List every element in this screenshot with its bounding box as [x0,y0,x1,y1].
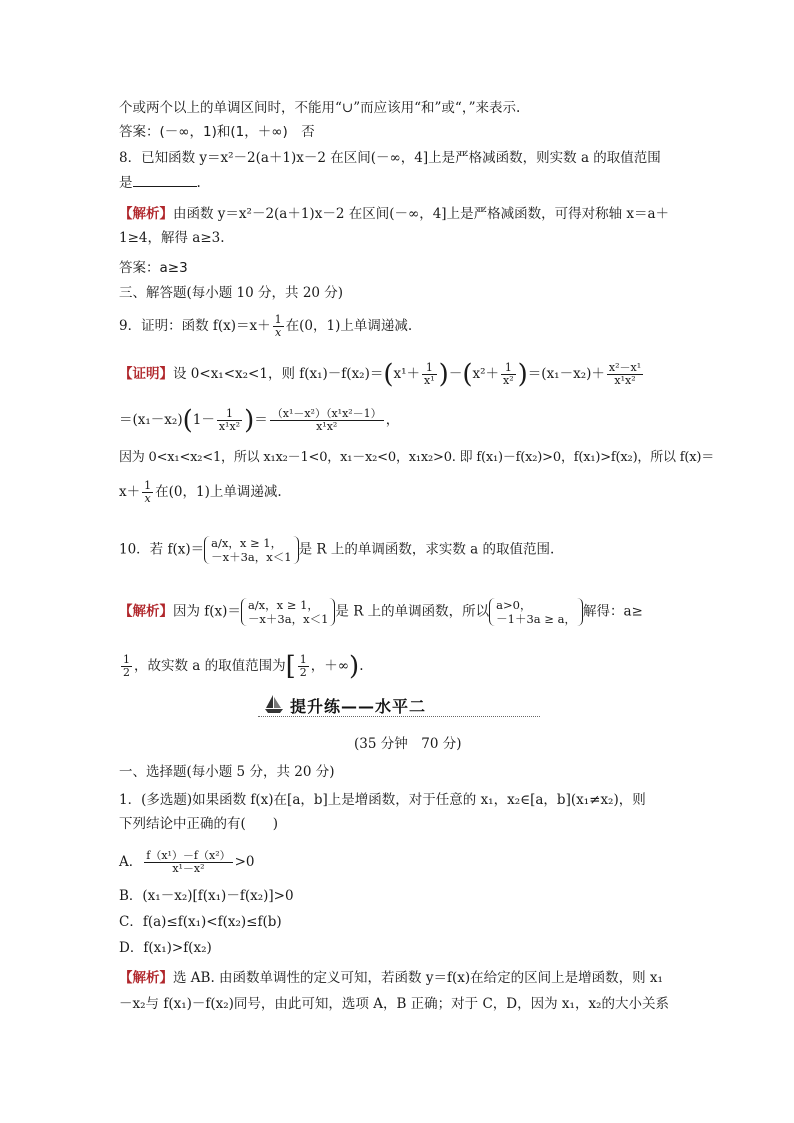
denominator: x¹－x² [172,862,205,875]
option-a [119,850,255,875]
text: . [196,175,201,191]
text: 在(0，1)上单调递减. [285,318,413,334]
option-b: B．(x₁－x₂)[f(x₁)－f(x₂)]>0 [119,888,294,904]
denominator: x¹ [424,374,435,387]
question-8-cont [119,172,201,193]
paren: ) [438,359,449,390]
denominator: x¹x² [316,420,338,433]
text: >0 [234,854,255,870]
section-heading: 三、解答题(每小题 10 分，共 20 分) [119,285,344,301]
paren: ) [517,359,528,390]
banner-title: 提升练——水平二 [290,697,427,716]
analysis-tag: 【解析】 [119,603,173,620]
text: 9．证明：函数 f(x)＝x＋ [119,318,271,334]
analysis-10 [119,598,643,626]
case-line: a>0， [496,598,532,612]
sailboat-icon [264,694,284,714]
text: ，＋∞ [310,658,350,674]
text: 因为 f(x)＝ [173,603,241,620]
numerator: f（x¹）－f（x²） [146,849,231,862]
question-8: 8．已知函数 y＝x²－2(a＋1)x－2 在区间(－∞，4]上是严格减函数，则实数 a 的取值范围 [119,150,661,166]
text: 是 [119,175,133,191]
answer-line: 答案：a≥3 [119,260,188,276]
analysis-8 [119,204,669,224]
numerator: 1 [422,362,437,375]
fraction [217,408,242,433]
text: 1－ [192,412,215,428]
option-letter: A． [119,854,143,870]
text: ，故实数 a 的取值范围为 [134,658,286,674]
paren: ( [462,359,473,390]
text: ， [385,412,400,428]
case-line: －1＋3a ≥ a， [496,612,576,626]
question-9 [119,314,412,339]
analysis-8-cont: 1≥4，解得 a≥3. [119,230,225,246]
paren: ( [182,405,193,436]
case-line: a/x，x ≥ 1， [247,598,319,612]
text: ＝(x₁－x₂) [119,412,183,428]
denominator: x¹x² [218,420,241,433]
proof-line-1 [119,359,645,390]
mc-question-1: 1．(多选题)如果函数 f(x)在[a，b]上是增函数，对于任意的 x₁，x₂∈[a，b](x₁≠x₂)，则 [119,792,646,808]
proof-line-3: 因为 0<x₁<x₂<1，所以 x₁x₂－1<0，x₁－x₂<0，x₁x₂>0. 即 f(x₁)－f(x₂)>0，f(x₁)>f(x₂)，所以 f(x)＝ [119,450,715,465]
numerator: 1 [123,653,130,666]
analysis-tag: 【解析】 [119,970,173,986]
mc-question-1-cont: 下列结论中正确的有( ) [119,816,279,832]
denominator: x² [503,374,514,387]
text: 选 AB. 由函数单调性的定义可知，若函数 y＝f(x)在给定的区间上是增函数，则 x₁ [173,970,663,986]
text: 设 0<x₁<x₂<1，则 f(x₁)－f(x₂)＝ [173,366,384,382]
paren: [ [285,651,296,682]
text: 是 R 上的单调函数，所以 [335,603,490,620]
text: ＝(x₁－x₂)＋ [527,366,605,382]
text: － [448,366,463,382]
answer-line: 答案：(－∞，1)和(1，＋∞) 否 [119,124,315,140]
section-heading: 一、选择题(每小题 5 分，共 20 分) [119,764,335,780]
text: 是 R 上的单调函数，求实数 a 的取值范围. [298,541,555,558]
piecewise-brace [204,536,298,564]
text: 解得：a≥ [582,603,643,620]
analysis-tag: 【解析】 [119,206,173,222]
denominator: 2 [299,666,307,679]
fraction [121,654,132,679]
option-c: C．f(a)≤f(x₁)<f(x₂)≤f(b) [119,914,282,930]
denominator: 2 [123,666,130,679]
text: . [359,658,364,674]
numerator: 1 [299,653,307,666]
denominator: x [144,492,151,505]
piecewise-brace [241,598,335,626]
text: x²＋ [472,366,500,382]
option-d: D．f(x₁)>f(x₂) [119,940,212,956]
fraction [422,362,437,387]
fraction [273,314,284,339]
condition-brace [489,598,583,626]
proof-tag: 【证明】 [119,366,173,382]
denominator: x [275,326,282,339]
fraction [501,362,516,387]
paren: ( [383,359,394,390]
proof-line-2 [119,405,400,436]
question-10 [119,536,554,564]
analysis-1 [119,968,663,988]
answer-blank [133,172,197,187]
case-line: a/x，x ≥ 1， [211,536,283,550]
text: 在(0，1)上单调递减. [155,484,282,500]
text-line: 个或两个以上的单调区间时，不能用“∪”而应该用“和”或“，”来表示. [119,100,521,116]
section-banner [258,694,540,717]
numerator: （x¹－x²）（x¹x²－1） [271,407,382,420]
fraction [142,480,153,505]
numerator: 1 [274,313,282,326]
fraction [144,850,232,875]
analysis-10-cont [119,651,364,682]
text: 10．若 f(x)＝ [119,541,205,558]
text: x¹＋ [393,366,421,382]
case-line: －x＋3a，x＜1 [211,550,292,564]
text: 由函数 y＝x²－2(a＋1)x－2 在区间(－∞，4]上是严格减函数，可得对称轴 x＝a＋ [173,206,670,222]
denominator: x¹x² [614,374,636,387]
fraction [607,362,643,387]
numerator: 1 [501,362,516,375]
numerator: 1 [144,479,152,492]
numerator: 1 [217,408,242,421]
fraction [298,654,309,679]
fraction [270,408,384,433]
text: ＝ [254,412,268,428]
time-note: (35 分钟 70 分) [354,736,462,752]
text: x＋ [119,484,141,500]
proof-line-4 [119,480,282,505]
case-line: －x＋3a，x＜1 [247,612,329,626]
paren: ) [244,405,255,436]
analysis-1-cont: －x₂与 f(x₁)－f(x₂)同号，由此可知，选项 A，B 正确；对于 C，D，因为 x₁，x₂的大小关系 [119,996,669,1012]
numerator: x²－x¹ [608,361,642,374]
paren: ) [349,651,360,682]
